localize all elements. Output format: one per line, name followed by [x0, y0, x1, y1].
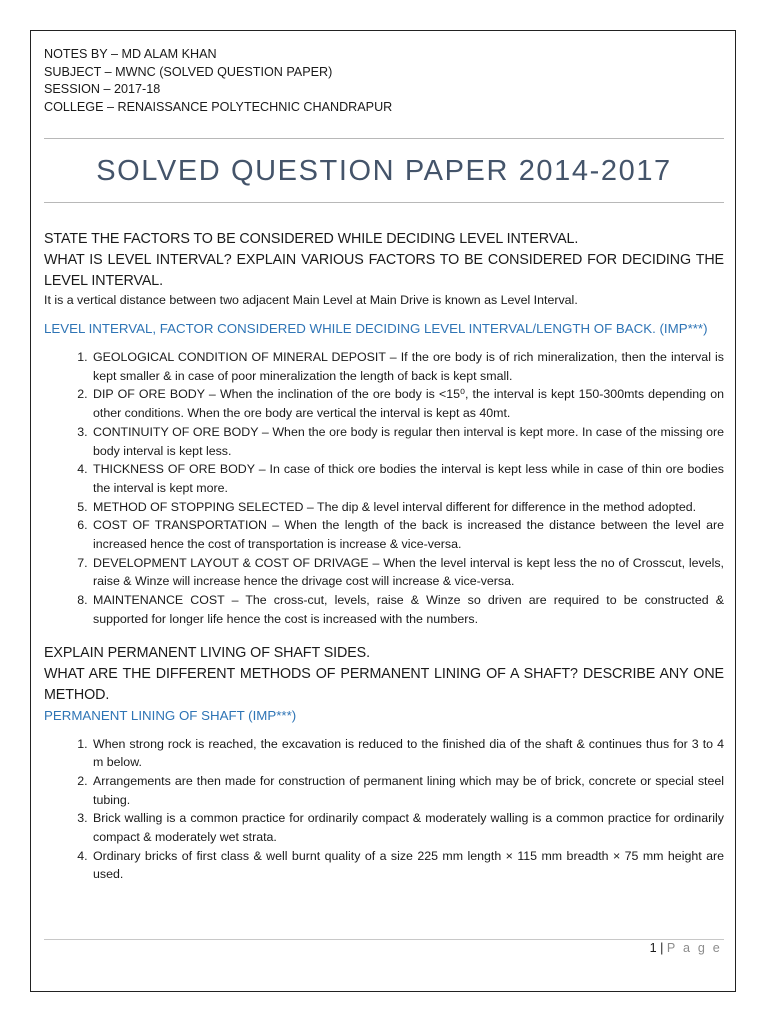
page-footer — [650, 941, 722, 955]
item-text: – The cross-cut, levels, raise & Winze so driven are required to be constructed & supported for longer life hence the cost is increased with the numbers. — [93, 593, 724, 626]
title-bottom-rule — [44, 202, 724, 203]
title-top-rule — [44, 138, 724, 139]
document-header — [44, 46, 724, 116]
footer-separator: | — [660, 941, 664, 955]
college-line: COLLEGE – RENAISSANCE POLYTECHNIC CHANDRAPUR — [44, 99, 393, 114]
notes-by-line: NOTES BY – MD ALAM KHAN — [44, 47, 217, 61]
item-text: – When the length of the back is increased the distance between the level are increased hence the cost of transportation is increase & vice-versa. — [93, 518, 724, 552]
item-term: COST OF TRANSPORTATION — [93, 518, 267, 533]
document-body — [44, 46, 724, 884]
footer-rule — [44, 939, 724, 940]
list-item — [91, 591, 724, 628]
intro-text: It is a vertical distance between two adjacent Main Level at Main Drive is known as — [44, 293, 501, 307]
intro-term: Level Interval — [500, 293, 575, 307]
item-text: – When the inclination of the ore body is <15⁰, the interval is kept 150-300mts depending on other conditions. When the ore body are vertical the interval is kept as 40mt. — [93, 387, 724, 421]
list-item — [91, 516, 724, 553]
item-term: DIP OF ORE BODY — [93, 387, 205, 402]
item-text: – The dip & level interval different for difference in the method adopted. — [303, 499, 697, 514]
page-label: P a g e — [666, 941, 722, 955]
page-number: 1 — [649, 941, 657, 955]
item-term: THICKNESS OF ORE BODY — [93, 462, 255, 477]
item-text: – In case of thick ore bodies the interval is kept less while in case of thin ore bodies the interval is kept more. — [93, 462, 724, 495]
factors-list — [44, 348, 724, 629]
item-text: – When the level interval is kept less the no of Crosscut, levels, raise & Winze will increase hence the drivage cost will increase & vice-versa. — [93, 555, 725, 589]
question-1a: STATE THE FACTORS TO BE CONSIDERED WHILE DECIDING LEVEL INTERVAL. — [44, 231, 579, 247]
list-item: 1. When strong rock is reached, the excavation is reduced to the finished dia of the shaft & continues thus for 3 to 4 m below. — [91, 735, 724, 772]
list-item — [91, 460, 724, 497]
list-item — [91, 498, 724, 517]
item-term: METHOD OF STOPPING SELECTED — [93, 499, 304, 514]
intro-end: . — [574, 293, 578, 307]
question-2b: WHAT ARE THE DIFFERENT METHODS OF PERMANENT LINING OF A SHAFT? DESCRIBE ANY ONE METHOD. — [44, 665, 724, 703]
list-item — [91, 423, 724, 460]
subject-line: SUBJECT – MWNC (SOLVED QUESTION PAPER) — [44, 64, 333, 79]
list-item: 3. Brick walling is a common practice for ordinarily compact & moderately walling is a common practice for ordinarily compact & moderately wet strata. — [91, 809, 724, 846]
question-2a: EXPLAIN PERMANENT LIVING OF SHAFT SIDES. — [44, 644, 370, 661]
list-item — [91, 554, 724, 591]
item-term: MAINTENANCE COST — [93, 593, 225, 608]
item-term: DEVELOPMENT LAYOUT & COST OF DRIVAGE — [93, 555, 369, 570]
session-line: SESSION – 2017-18 — [44, 82, 161, 96]
lining-list — [44, 735, 724, 885]
item-text: – When the ore body is regular then interval is kept more. In case of the missing ore body interval is kept less. — [93, 424, 724, 458]
item-text: – If the ore body is of rich mineralization, then the interval is kept smaller & in case of poor mineralization the length of back is kept small. — [93, 350, 724, 383]
page-title: SOLVED QUESTION PAPER 2014-2017 — [96, 155, 672, 187]
list-item: 2. Arrangements are then made for construction of permanent lining which may be of brick, concrete or special steel tubing. — [91, 772, 724, 809]
item-term: CONTINUITY OF ORE BODY — [93, 424, 259, 439]
subheading-level-interval: LEVEL INTERVAL, FACTOR CONSIDERED WHILE DECIDING LEVEL INTERVAL/LENGTH OF BACK. (IMP***) — [44, 321, 708, 336]
intro-paragraph — [44, 292, 724, 309]
section-permanent-lining — [44, 643, 724, 885]
question-1b: WHAT IS LEVEL INTERVAL? EXPLAIN VARIOUS FACTORS TO BE CONSIDERED FOR DECIDING THE LEVEL INTERVAL. — [44, 252, 724, 289]
list-item — [91, 348, 724, 385]
subheading-permanent-lining: PERMANENT LINING OF SHAFT (IMP***) — [44, 707, 297, 723]
item-term: GEOLOGICAL CONDITION OF MINERAL DEPOSIT — [93, 350, 386, 364]
list-item: 4. Ordinary bricks of first class & well burnt quality of a size 225 mm length × 115 mm breadth × 75 mm height are used. — [91, 847, 724, 884]
list-item — [91, 385, 724, 422]
